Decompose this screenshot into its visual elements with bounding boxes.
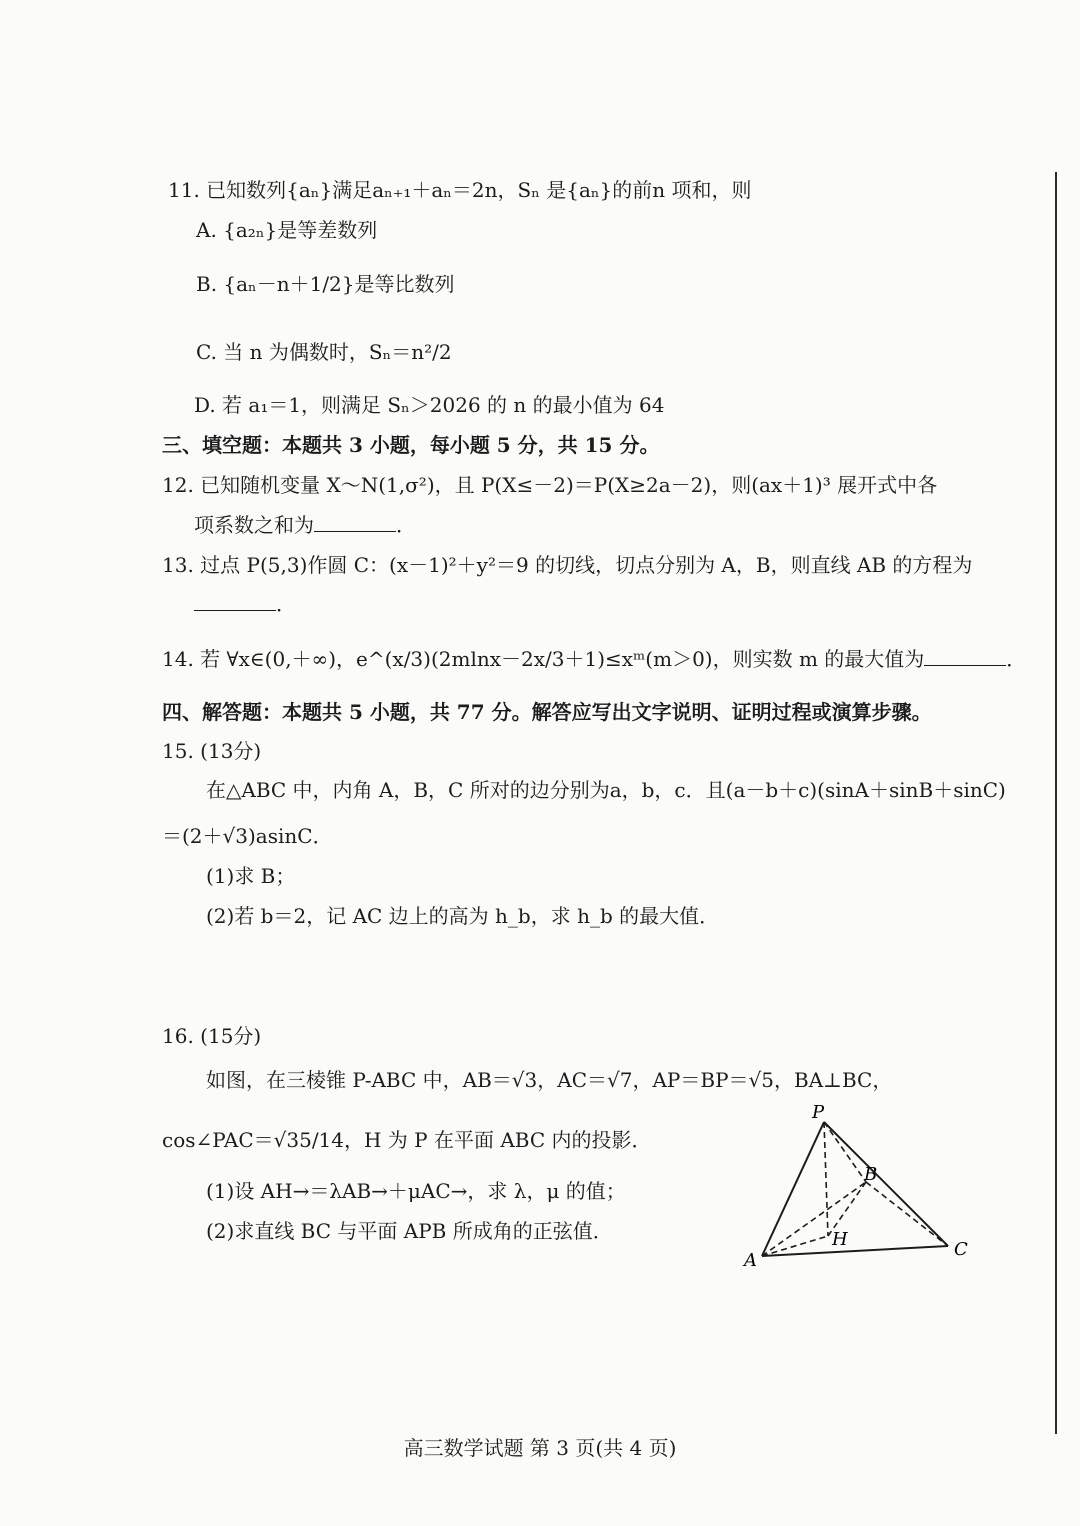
edge-bc — [866, 1182, 948, 1246]
q12-line1: 12. 已知随机变量 X～N(1,σ²)，且 P(X≤－2)＝P(X≥2a－2)，则(ax＋1)³ 展开式中各 — [162, 473, 938, 497]
edge-ac — [762, 1246, 948, 1256]
q12-answer-blank — [314, 511, 396, 532]
q11-stem: 11. 已知数列{aₙ}满足aₙ₊₁＋aₙ＝2n，Sₙ 是{aₙ}的前n 项和，则 — [168, 178, 752, 202]
section-3-heading: 三、填空题：本题共 3 小题，每小题 5 分，共 15 分。 — [162, 433, 660, 457]
q16-head: 16. (15分) — [162, 1024, 262, 1048]
label-h: H — [832, 1229, 848, 1250]
q13-line1: 13. 过点 P(5,3)作圆 C：(x－1)²＋y²＝9 的切线，切点分别为 A，B，则直线 AB 的方程为 — [162, 553, 973, 577]
edge-pc — [824, 1122, 948, 1246]
edge-pb — [824, 1122, 866, 1182]
q13-answer-blank — [194, 590, 276, 611]
q11-option-d: D. 若 a₁＝1，则满足 Sₙ＞2026 的 n 的最小值为 64 — [194, 393, 665, 417]
edge-ab — [762, 1182, 866, 1256]
q11-option-a: A. {a₂ₙ}是等差数列 — [196, 218, 378, 242]
q15-line1: 在△ABC 中，内角 A，B，C 所对的边分别为a，b，c．且(a－b＋c)(sinA＋sinB＋sinC) — [206, 778, 1006, 802]
label-c: C — [954, 1239, 968, 1260]
q16-line2: cos∠PAC＝√35/14，H 为 P 在平面 ABC 内的投影． — [162, 1128, 652, 1152]
q14-answer-blank — [924, 645, 1006, 666]
q14-line1: 14. 若 ∀x∈(0,＋∞)，e^(x/3)(2mlnx－2x/3＋1)≤xᵐ(m＞0)，则实数 m 的最大值为 ． — [162, 647, 1027, 671]
section-4-heading: 四、解答题：本题共 5 小题，共 77 分。解答应写出文字说明、证明过程或演算步骤。 — [162, 700, 932, 724]
segment-hb — [828, 1182, 866, 1236]
q13-line2: ． — [194, 590, 296, 618]
q15-head: 15. (13分) — [162, 739, 262, 763]
q15-part2: (2)若 b＝2，记 AC 边上的高为 h_b，求 h_b 的最大值． — [206, 904, 720, 928]
segment-ph — [824, 1122, 828, 1236]
q15-part1: (1)求 B； — [206, 864, 296, 888]
q11-option-b: B. {aₙ－n＋1/2}是等比数列 — [196, 272, 455, 296]
q12-line2: 项系数之和为 ． — [194, 513, 416, 537]
q16-part1: (1)设 AH→＝λAB→＋μAC→，求 λ，μ 的值； — [206, 1179, 626, 1203]
q16-line1: 如图，在三棱锥 P-ABC 中，AB＝√3，AC＝√7，AP＝BP＝√5，BA⊥BC， — [206, 1068, 893, 1092]
q16-part2: (2)求直线 BC 与平面 APB 所成角的正弦值． — [206, 1219, 613, 1243]
edge-pa — [762, 1122, 824, 1256]
q14-text: 14. 若 ∀x∈(0,＋∞)，e^(x/3)(2mlnx－2x/3＋1)≤xᵐ(m＞0)，则实数 m 的最大值为 — [162, 647, 925, 671]
q12-text: 项系数之和为 — [194, 513, 314, 537]
page-footer: 高三数学试题 第 3 页(共 4 页) — [403, 1436, 677, 1460]
tetrahedron-figure — [736, 1100, 986, 1275]
q11-option-c: C. 当 n 为偶数时，Sₙ＝n²/2 — [196, 340, 452, 364]
margin-rule — [1055, 172, 1057, 1434]
label-b: B — [864, 1164, 878, 1185]
label-a: A — [744, 1250, 757, 1271]
label-p: P — [812, 1102, 825, 1123]
q15-line2: ＝(2＋√3)asinC． — [162, 824, 333, 848]
